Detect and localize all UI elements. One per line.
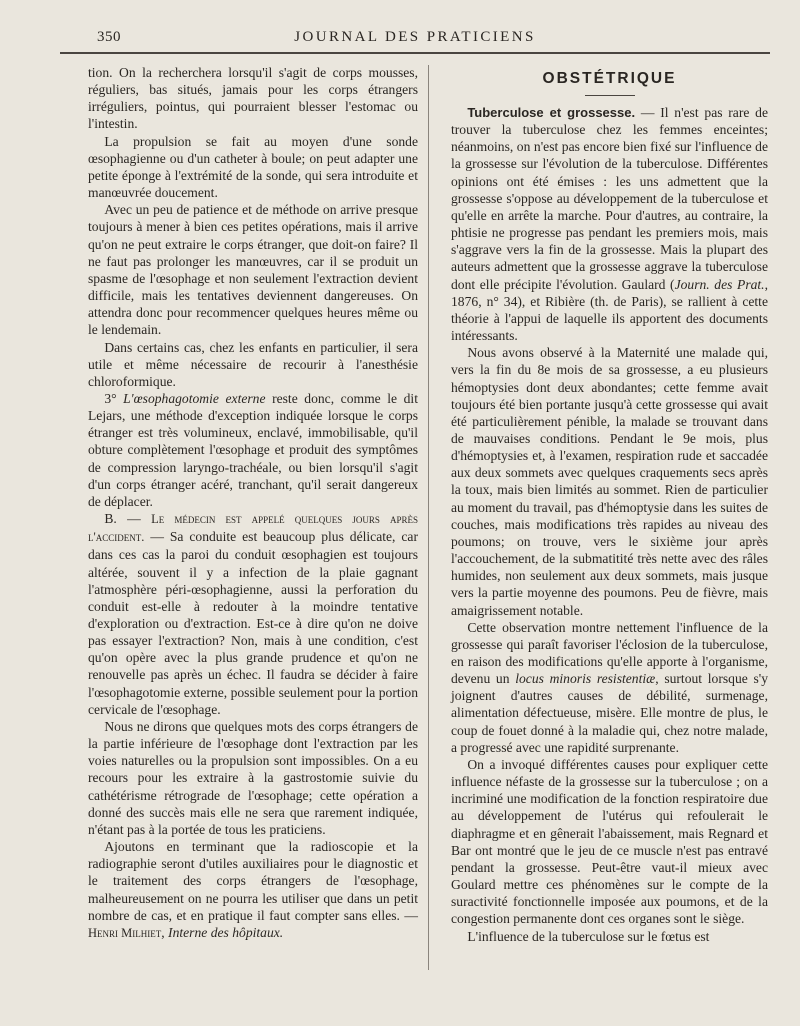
right-paragraph-5: L'influence de la tuberculose sur le fœtus est: [467, 928, 710, 944]
paragraph-text: reste donc, comme le dit Lejars, une méthode d'exception indiquée lorsque le corps étranger est très volumineux, enclavé, immobilisable, qu'il obture complètement l'œsophage et produit des symptômes de compression laryngo-trachéale, ou bien lorsqu'il s'agit d'un corps étranger acéré, tranchant, qu'il serait dangereux de déplacer.: [88, 390, 418, 509]
paragraph-text: , 1876, n° 34), et Ribière (th. de Paris), se rallient à cette théorie à l'appui de laquelle ils apportent des documents intéressants.: [451, 276, 768, 344]
column-divider: [428, 65, 429, 970]
left-paragraph-5: [88, 390, 418, 510]
article-title: Tuberculose et grossesse.: [467, 105, 636, 120]
right-paragraph-3: [451, 619, 768, 756]
journal-title: JOURNAL DES PRATICIENS: [294, 29, 536, 45]
left-paragraph-7: Nous ne dirons que quelques mots des corps étrangers de la partie inférieure de l'œsophage dont l'extraction par les voies naturelles ou la propulsion sont impossibles. On a eu recours pour les extraire à la gastrostomie suivie du cathétérisme rétrograde de l'œsophage; cette opération a donné des succès mais elle ne sera que rarement indiquée, n'étant pas à la portée de tous les praticiens.: [88, 718, 418, 837]
separator: ,: [161, 924, 169, 940]
right-paragraph-1: [451, 104, 768, 344]
left-paragraph-8: [88, 838, 418, 942]
paragraph-text: — Sa conduite est beaucoup plus délicate, car dans ces cas la paroi du conduit œsophagien est toujours altérée, souvent il y a infection de la plaie gagnant l'atmosphère péri-œsophagienne, aussi la perforation du conduit est-elle à redouter à la moindre tentative d'exploration ou d'extraction. Est-ce à dire qu'on ne doive pas essayer l'extraction? Non, mais à une condition, c'est qu'on opère avec la plus grande prudence et qu'on ne renouvelle pas après un échec. Il faudra se décider à faire l'œsophagotomie externe, possible seulement pour la portion cervicale de l'œsophage.: [88, 529, 418, 717]
author-role: Interne des hôpitaux.: [168, 924, 284, 940]
paragraph-text: , surtout lorsque s'y joignent d'autres causes de débilité, surmenage, alimentation défectueuse, misère. Elle montre de plus, le coup de fouet donné à la maladie qui, chez notre malade, a progressé avec une rapidité surprenante.: [451, 671, 768, 755]
section-letter: B. —: [104, 511, 152, 527]
left-paragraph-3: Avec un peu de patience et de méthode on arrive presque toujours à mener à bien ces petites opérations, mais il arrive qu'on ne peut extraire le corps étranger, que doit-on faire? Il ne faut pas prolonger les manœuvres, car il se produit un spasme de l'œsophage et non seulement l'extraction devient difficile, mais les tentatives deviennent dangereuses. On attendra donc pour recommencer quelques heures même ou le lendemain.: [88, 202, 418, 338]
left-paragraph-4: Dans certains cas, chez les enfants en particulier, il sera utile et même nécessaire de recourir à l'anesthésie chloroformique.: [88, 339, 418, 389]
subheading-medecin-appele: Le médecin est appelé quelques jours après l'accident.: [88, 512, 418, 545]
page-header: [60, 26, 770, 54]
right-paragraph-2: Nous avons observé à la Maternité une malade qui, vers la fin du 8e mois de sa grossesse, a eu plusieurs hémoptysies dont deux abondantes; cette femme avait toujours été bien portante jusqu'à cette grossesse qui avait été particulièrement pénible, la malade se trouvant dans de mauvaises conditions. Pendant le 9e mois, plus d'hémoptysies et, à l'examen, respiration rude et saccadée aux deux sommets avec quelques craquements secs après la toux, mais bien limités au sommet. Rien de particulier au moment du travail, pas d'hémoptysie dans les suites de couches, mais modifications très rapides au niveau des poumons; on trouve, vers le sixième jour après l'accouchement, de la submatitité très nette avec des râles humides, non seulement aux deux sommets, mais jusque vers la partie moyenne des poumons. Peu de fièvre, mais amaigrissement notable.: [451, 345, 768, 618]
author-name: Henri Milhiet: [88, 925, 162, 940]
left-paragraph-2: La propulsion se fait au moyen d'une sonde œsophagienne ou d'un catheter à boule; on peut adapter une petite éponge à l'extrémité de la sonde, qui sera introduite et manœuvrée doucement.: [88, 133, 418, 201]
right-column: [451, 104, 768, 945]
subheading-oesophagotomie: L'œsophagotomie externe: [123, 390, 266, 406]
citation: Journ. des Prat.: [674, 276, 765, 292]
left-paragraph-6: [88, 510, 418, 718]
page-number: 350: [97, 29, 121, 45]
section-rule: [585, 95, 635, 96]
left-paragraph-1: tion. On la recherchera lorsqu'il s'agit de corps mousses, réguliers, bas situés, jamais pour les corps étrangers irréguliers, pointus, qui pourraient blesser l'estomac ou l'intestin.: [88, 65, 418, 132]
list-number: 3°: [104, 390, 117, 406]
paragraph-text: Ajoutons en terminant que la radioscopie et la radiographie seront d'utiles auxiliaires pour le diagnostic et le traitement des corps étrangers de l'œsophage, malheureusement on ne pourra les utiliser que dans un petit nombre de cas, et en pratique il faut compter sans elles. —: [88, 839, 418, 923]
section-title: OBSTÉTRIQUE: [542, 70, 677, 87]
paragraph-text: — Il n'est pas rare de trouver la tuberculose chez les femmes enceintes; néanmoins, on n'est pas encore bien fixé sur l'influence de la grossesse sur l'évolution de la tuberculose. Différentes opinions ont été émises : les uns admettent que la grossesse s'oppose au développement de la tuberculose et qu'elle en arrête la marche. Pour d'autres, au contraire, la phtisie ne progresse pas pendant les premiers mois, mais s'aggrave vers la fin de la grossesse. Mais la plupart des auteurs admettent que la grossesse aggrave la tuberculose dont elle précipite l'évolution. Gaulard (: [451, 105, 768, 292]
left-column: [88, 64, 418, 942]
latin-phrase: locus minoris resistentiæ: [515, 671, 656, 687]
right-paragraph-4: On a invoqué différentes causes pour expliquer cette influence néfaste de la grossesse sur la tuberculose ; on a incriminé une modification de la fonction respiratoire due au développement de l'utérus qui refoulerait le diaphragme et en gênerait l'abaissement, mais Regnard et Bar ont montré que le jeu de ce muscle n'est pas entravé pendant la grossesse. Peut-être vaut-il mieux avec Goulard mettre ces phénomènes sur le compte de la suractivité fonctionnelle imposée aux poumons, et de la congestion permanente dont ces organes sont le siège.: [451, 756, 768, 927]
paragraph-text: Cette observation montre nettement l'influence de la grossesse qui paraît favoriser l'éclosion de la tuberculose, en raison des modifications qu'elle apporte à l'organisme, devenu un: [451, 619, 768, 687]
